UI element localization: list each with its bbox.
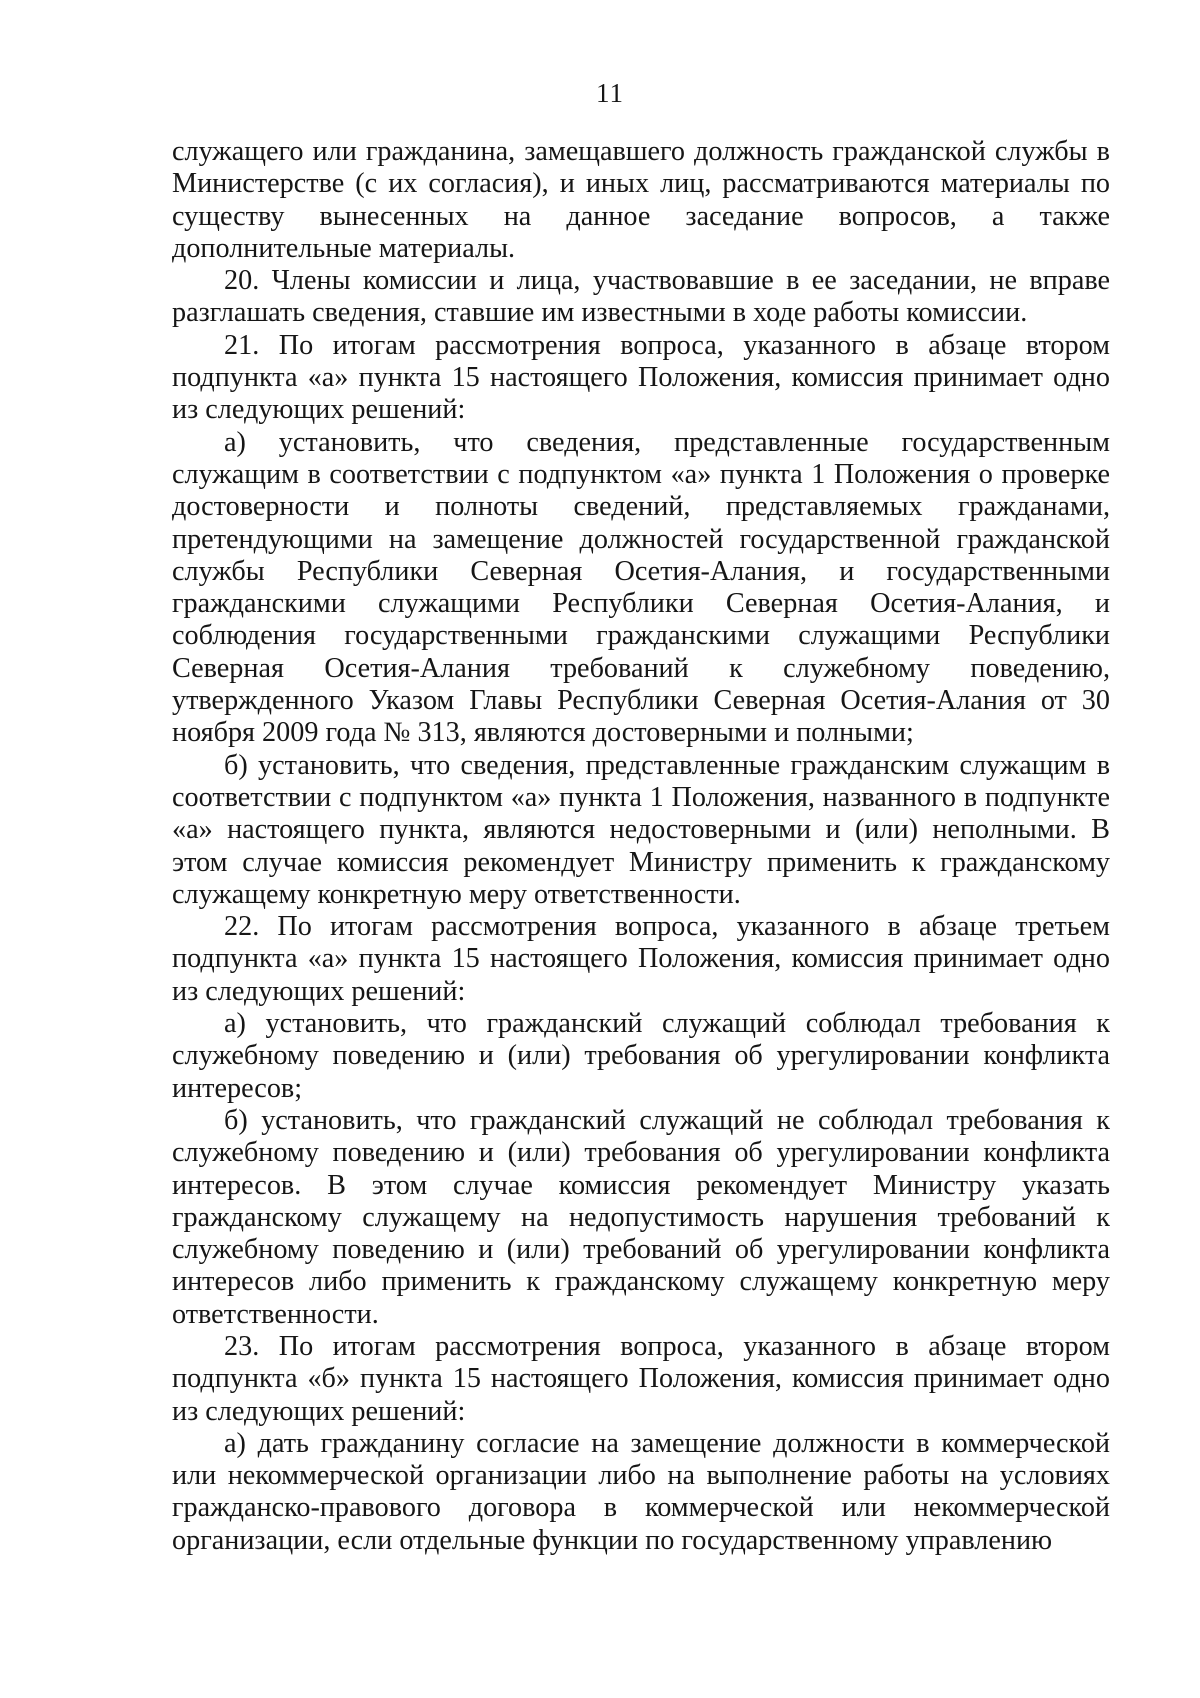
- paragraph-21: 21. По итогам рассмотрения вопроса, указанного в абзаце втором подпункта «а» пункта 15 настоящего Положения, комиссия принимает одно из следующих решений:: [172, 329, 1110, 426]
- paragraph-22-b: б) установить, что гражданский служащий не соблюдал требования к служебному поведению и (или) требования об урегулировании конфликта интересов. В этом случае комиссия рекомендует Министру указать гражданскому служащему на недопустимость нарушения требований к служебному поведению и (или) требований об урегулировании конфликта интересов либо применить к гражданскому служащему конкретную меру ответственности.: [172, 1104, 1110, 1330]
- paragraph-23: 23. По итогам рассмотрения вопроса, указанного в абзаце втором подпункта «б» пункта 15 настоящего Положения, комиссия принимает одно из следующих решений:: [172, 1330, 1110, 1427]
- paragraph-23-a: а) дать гражданину согласие на замещение должности в коммерческой или некоммерческой организации либо на выполнение работы на условиях гражданско-правового договора в коммерческой или некоммерческой организации, если отдельные функции по государственному управлению: [172, 1427, 1110, 1556]
- paragraph-continuation: служащего или гражданина, замещавшего должность гражданской службы в Министерстве (с их согласия), и иных лиц, рассматриваются материалы по существу вынесенных на данное заседание вопросов, а также дополнительные материалы.: [172, 136, 1110, 264]
- paragraph-22-a: а) установить, что гражданский служащий соблюдал требования к служебному поведению и (или) требования об урегулировании конфликта интересов;: [172, 1008, 1110, 1104]
- paragraph-21-b: б) установить, что сведения, представленные гражданским служащим в соответствии с подпунктом «а» пункта 1 Положения, названного в подпункте «а» настоящего пункта, являются недостоверными и (или) неполными. В этом случае комиссия рекомендует Министру применить к гражданскому служащему конкретную меру ответственности.: [172, 749, 1110, 910]
- paragraph-22: 22. По итогам рассмотрения вопроса, указанного в абзаце третьем подпункта «а» пункта 15 настоящего Положения, комиссия принимает одно из следующих решений:: [172, 911, 1110, 1007]
- page-number: 11: [596, 78, 624, 108]
- document-body: [172, 136, 1110, 1557]
- paragraph-21-a: а) установить, что сведения, представленные государственным служащим в соответствии с подпунктом «а» пункта 1 Положения о проверке достоверности и полноты сведений, представляемых гражданами, претендующими на замещение должностей государственной гражданской службы Республики Северная Осетия-Алания, и государственными гражданскими служащими Республики Северная Осетия-Алания, и соблюдения государственными гражданскими служащими Республики Северная Осетия-Алания требований к служебному поведению, утвержденного Указом Главы Республики Северная Осетия-Алания от 30 ноября 2009 года № 313, являются достоверными и полными;: [172, 426, 1110, 749]
- paragraph-20: 20. Члены комиссии и лица, участвовавшие в ее заседании, не вправе разглашать сведения, ставшие им известными в ходе работы комиссии.: [172, 265, 1110, 329]
